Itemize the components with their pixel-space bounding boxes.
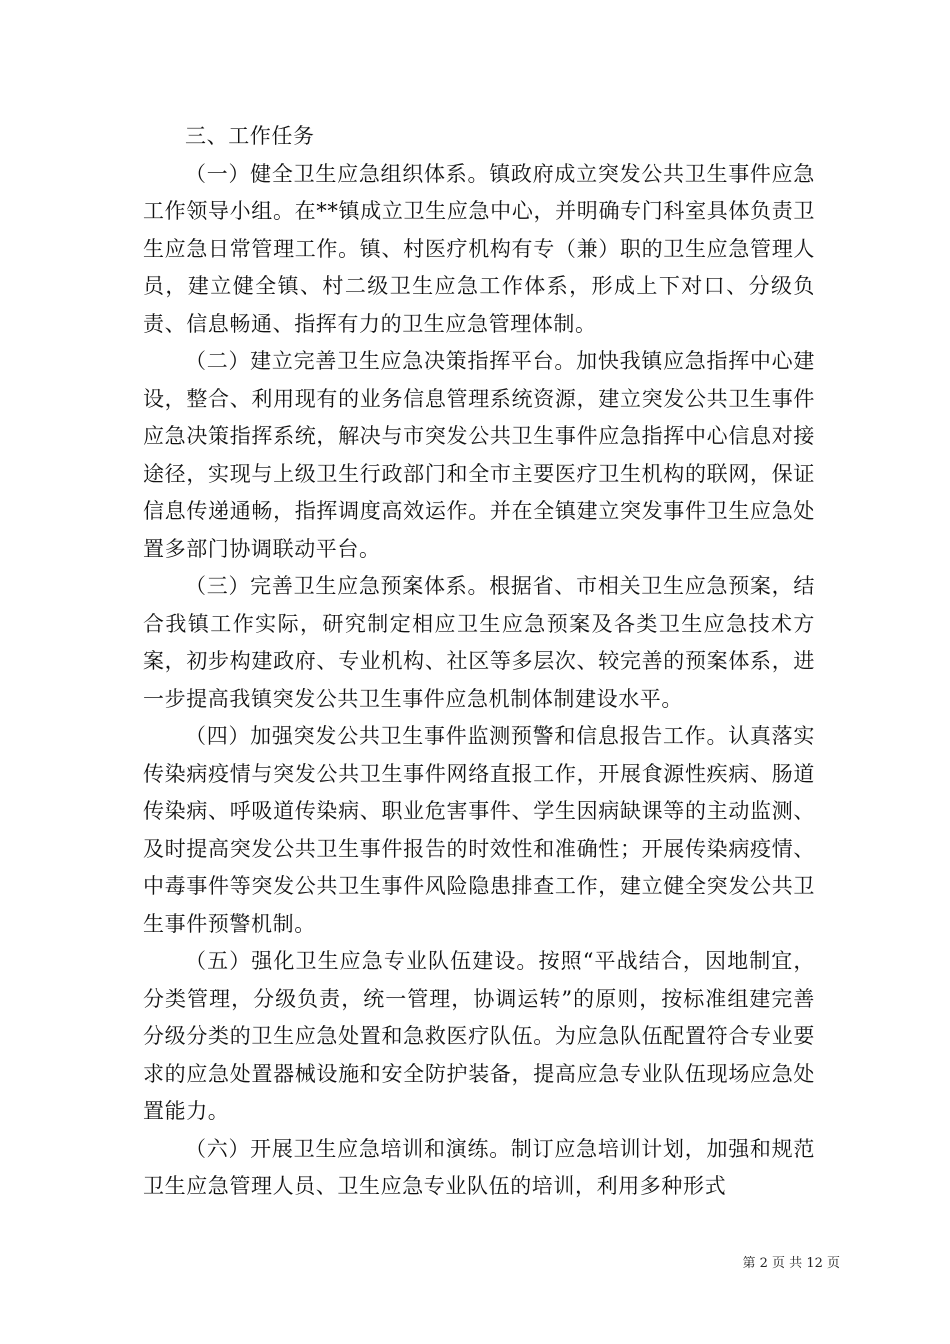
paragraph-1: （一）健全卫生应急组织体系。镇政府成立突发公共卫生事件应急工作领导小组。在**镇成立卫生应急中心，并明确专门科室具体负责卫生应急日常管理工作。镇、村医疗机构有专（兼）职的卫生应急管理人员，建立健全镇、村二级卫生应急工作体系，形成上下对口、分级负责、信息畅通、指挥有力的卫生应急管理体制。 bbox=[143, 161, 815, 336]
paragraph-3: （三）完善卫生应急预案体系。根据省、市相关卫生应急预案，结合我镇工作实际，研究制定相应卫生应急预案及各类卫生应急技术方案，初步构建政府、专业机构、社区等多层次、较完善的预案体系，进一步提高我镇突发公共卫生事件应急机制体制建设水平。 bbox=[143, 574, 815, 711]
paragraph-6: （六）开展卫生应急培训和演练。制订应急培训计划，加强和规范卫生应急管理人员、卫生应急专业队伍的培训，利用多种形式 bbox=[143, 1136, 815, 1198]
paragraph-2: （二）建立完善卫生应急决策指挥平台。加快我镇应急指挥中心建设，整合、利用现有的业务信息管理系统资源，建立突发公共卫生事件应急决策指挥系统，解决与市突发公共卫生事件应急指挥中心信息对接途径，实现与上级卫生行政部门和全市主要医疗卫生机构的联网，保证信息传递通畅，指挥调度高效运作。并在全镇建立突发事件卫生应急处置多部门协调联动平台。 bbox=[143, 349, 815, 561]
section-heading: 三、工作任务 bbox=[185, 124, 315, 148]
page-number-footer: 第 2 页 共 12 页 bbox=[742, 1256, 840, 1271]
document-body bbox=[143, 118, 815, 1206]
paragraph-4: （四）加强突发公共卫生事件监测预警和信息报告工作。认真落实传染病疫情与突发公共卫生事件网络直报工作，开展食源性疾病、肠道传染病、呼吸道传染病、职业危害事件、学生因病缺课等的主动监测、及时提高突发公共卫生事件报告的时效性和准确性；开展传染病疫情、中毒事件等突发公共卫生事件风险隐患排查工作，建立健全突发公共卫生事件预警机制。 bbox=[143, 724, 815, 936]
paragraph-5: （五）强化卫生应急专业队伍建设。按照“平战结合，因地制宜，分类管理，分级负责，统一管理，协调运转”的原则，按标准组建完善分级分类的卫生应急处置和急救医疗队伍。为应急队伍配置符合专业要求的应急处置器械设施和安全防护装备，提高应急专业队伍现场应急处置能力。 bbox=[143, 949, 815, 1123]
